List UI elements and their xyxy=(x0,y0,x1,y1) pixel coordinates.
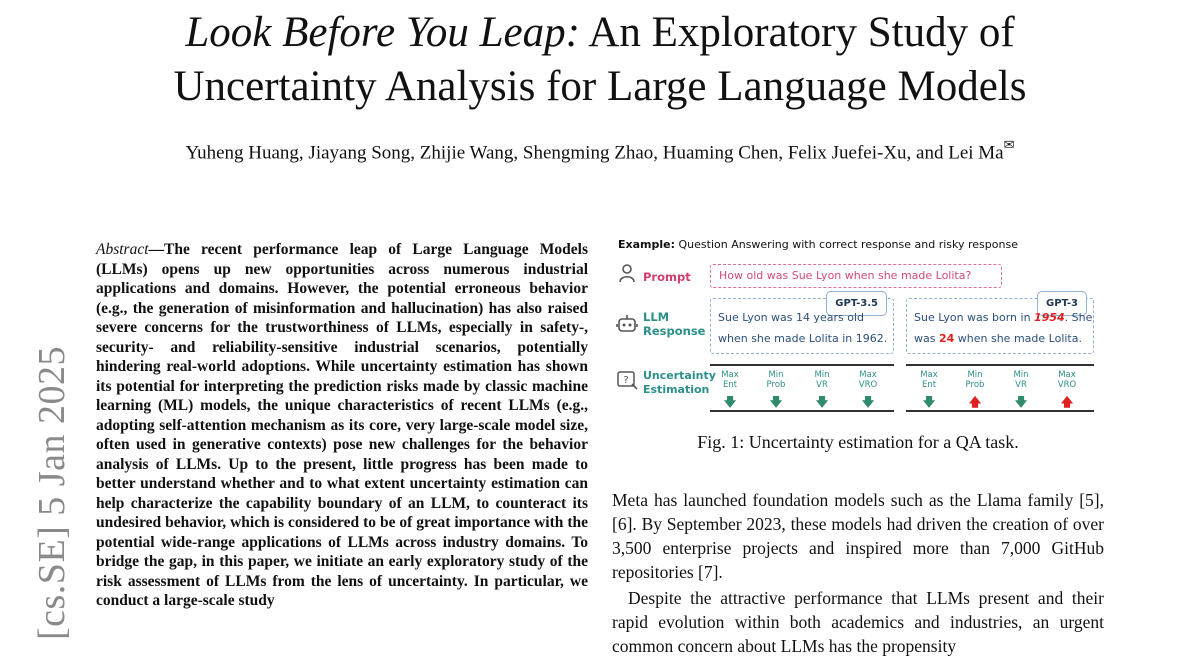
abstract-label-text: Abstract xyxy=(96,241,149,258)
gpt35-tag: GPT-3.5 xyxy=(826,291,887,316)
gpt3-uncertainty-down-arrow-icon-0: 🡇 xyxy=(922,395,936,409)
gpt35-response-line-1: Sue Lyon was 14 years old xyxy=(718,311,865,324)
abstract-text: The recent performance leap of Large Language Models (LLMs) opens up new opportunities across numerous industrial applications and domains. However, the potential erroneous behavior (e.g., the generation of misinformation and hallucination) has also raised severe concerns for the trustworthiness of LLMs, especially in safety-, security- and reliability-sensitive industrial scenarios, potentially hindering real-world adoptions. While uncertainty estimation has shown its potential for interpreting the prediction risks made by classic machine learning (ML) models, the unique characteristics of recent LLMs (e.g., adopting self-attention mechanism as its core, very large-scale model size, often used in generative contexts) pose new challenges for the behavior analysis of LLMs. Up to the present, little progress has been made to better understand whether and to what extent uncertainty estimation can help characterize the capability boundary of an LLM, to counteract its undesired behavior, which is considered to be of great importance with the potential wide-range applications of LLMs across industry domains. To bridge the gap, in this paper, we initiate an early exploratory study of the risk assessment of LLMs from the lens of uncertainty. In particular, we conduct a large-scale study xyxy=(96,241,588,609)
gpt3-response-box xyxy=(906,298,1094,354)
gpt35-uncertainty-down-arrow-icon-3: 🡇 xyxy=(861,395,875,409)
gpt3-metric-label-1: Min Prob xyxy=(965,370,985,390)
gpt3-text-b: . She xyxy=(1064,311,1093,324)
gpt3-metric-label-2: Min VR xyxy=(1013,370,1029,390)
prompt-label: Prompt xyxy=(643,270,691,284)
gpt35-metric-label-0: Max Ent xyxy=(721,370,739,390)
example-label: Example: xyxy=(618,238,675,251)
gpt35-uncertainty-down-arrow-icon-0: 🡇 xyxy=(723,395,737,409)
body-paragraph-2-text: Despite the attractive performance that LLMs present and their rapid evolution within both academics and industries, an urgent common concern about LLMs has the propensity xyxy=(612,588,1104,656)
author-list xyxy=(0,139,1200,164)
svg-text:?: ? xyxy=(623,375,629,386)
paper-title-line-1 xyxy=(0,8,1200,58)
gpt3-metric-label-3: Max VRO xyxy=(1057,370,1077,390)
robot-icon xyxy=(616,314,638,334)
prompt-box xyxy=(710,264,1002,288)
gpt3-tag: GPT-3 xyxy=(1037,291,1087,316)
unc-label-line-1: Uncertainty xyxy=(643,369,716,382)
gpt35-uncertainty-down-arrow-icon-1: 🡇 xyxy=(769,395,783,409)
gpt35-metric-label-3: Max VRO xyxy=(858,370,878,390)
figure-1 xyxy=(612,230,1104,420)
paper-title-line-2: Uncertainty Analysis for Large Language Models xyxy=(173,63,1027,110)
gpt3-text-a: Sue Lyon was born in xyxy=(914,311,1035,324)
abstract-dash: — xyxy=(148,241,165,258)
gpt35-metric-label-2: Min VR xyxy=(814,370,830,390)
person-icon xyxy=(618,263,636,283)
example-description: Question Answering with correct response and risky response xyxy=(675,238,1018,251)
gpt3-wrong-age: 24 xyxy=(938,332,955,345)
gpt35-uncertainty-down-arrow-icon-2: 🡇 xyxy=(815,395,829,409)
gpt3-wrong-year: 1954 xyxy=(1034,311,1065,324)
gpt35-metric-label-1: Min Prob xyxy=(766,370,786,390)
uncertainty-chart-icon xyxy=(616,370,638,390)
llm-response-label xyxy=(643,310,705,338)
example-header xyxy=(618,238,1018,251)
prompt-text: How old was Sue Lyon when she made Lolita? xyxy=(719,269,972,282)
gpt35-response-box xyxy=(710,298,894,354)
arxiv-side-stamp: [cs.SE] 5 Jan 2025 xyxy=(31,346,73,640)
gpt3-uncertainty-down-arrow-icon-2: 🡇 xyxy=(1014,395,1028,409)
title-rest: An Exploratory Study of xyxy=(579,9,1015,56)
body-paragraph-2 xyxy=(612,586,1104,658)
figure-caption: Fig. 1: Uncertainty estimation for a QA task. xyxy=(697,432,1019,452)
metrics-rule-left-top xyxy=(710,364,894,366)
abstract-block xyxy=(96,240,588,611)
abstract-label xyxy=(96,241,164,258)
gpt3-text-d: when she made Lolita. xyxy=(954,332,1082,345)
llm-label-line-1: LLM xyxy=(643,310,670,324)
gpt3-response-line-2 xyxy=(914,328,1092,349)
gpt3-response-line-1 xyxy=(914,307,1092,328)
gpt3-uncertainty-up-arrow-icon-3: 🡅 xyxy=(1060,395,1074,409)
body-paragraph-1-text: Meta has launched foundation models such as the Llama family [5], [6]. By September 2023, these models had driven the creation of over 3,500 enterprise projects and inspired more than 7,000 GitHub repositories [7]. xyxy=(612,490,1104,582)
gpt3-text-c: was xyxy=(914,332,939,345)
gpt3-metric-label-0: Max Ent xyxy=(920,370,938,390)
unc-label-line-2: Estimation xyxy=(643,383,710,396)
title-italic-part: Look Before You Leap: xyxy=(185,9,580,56)
metrics-rule-right-top xyxy=(906,364,1094,366)
gpt35-response-line-2: when she made Lolita in 1962. xyxy=(718,332,888,345)
corresponding-author-mail-icon: ✉ xyxy=(1003,137,1015,152)
uncertainty-estimation-label xyxy=(643,369,716,397)
llm-label-line-2: Response xyxy=(643,324,706,338)
gpt3-uncertainty-up-arrow-icon-1: 🡅 xyxy=(968,395,982,409)
authors-text: Yuheng Huang, Jiayang Song, Zhijie Wang, Shengming Zhao, Huaming Chen, Felix Juefei-Xu, and Lei Ma xyxy=(185,142,1004,164)
body-paragraph-1 xyxy=(612,488,1104,584)
